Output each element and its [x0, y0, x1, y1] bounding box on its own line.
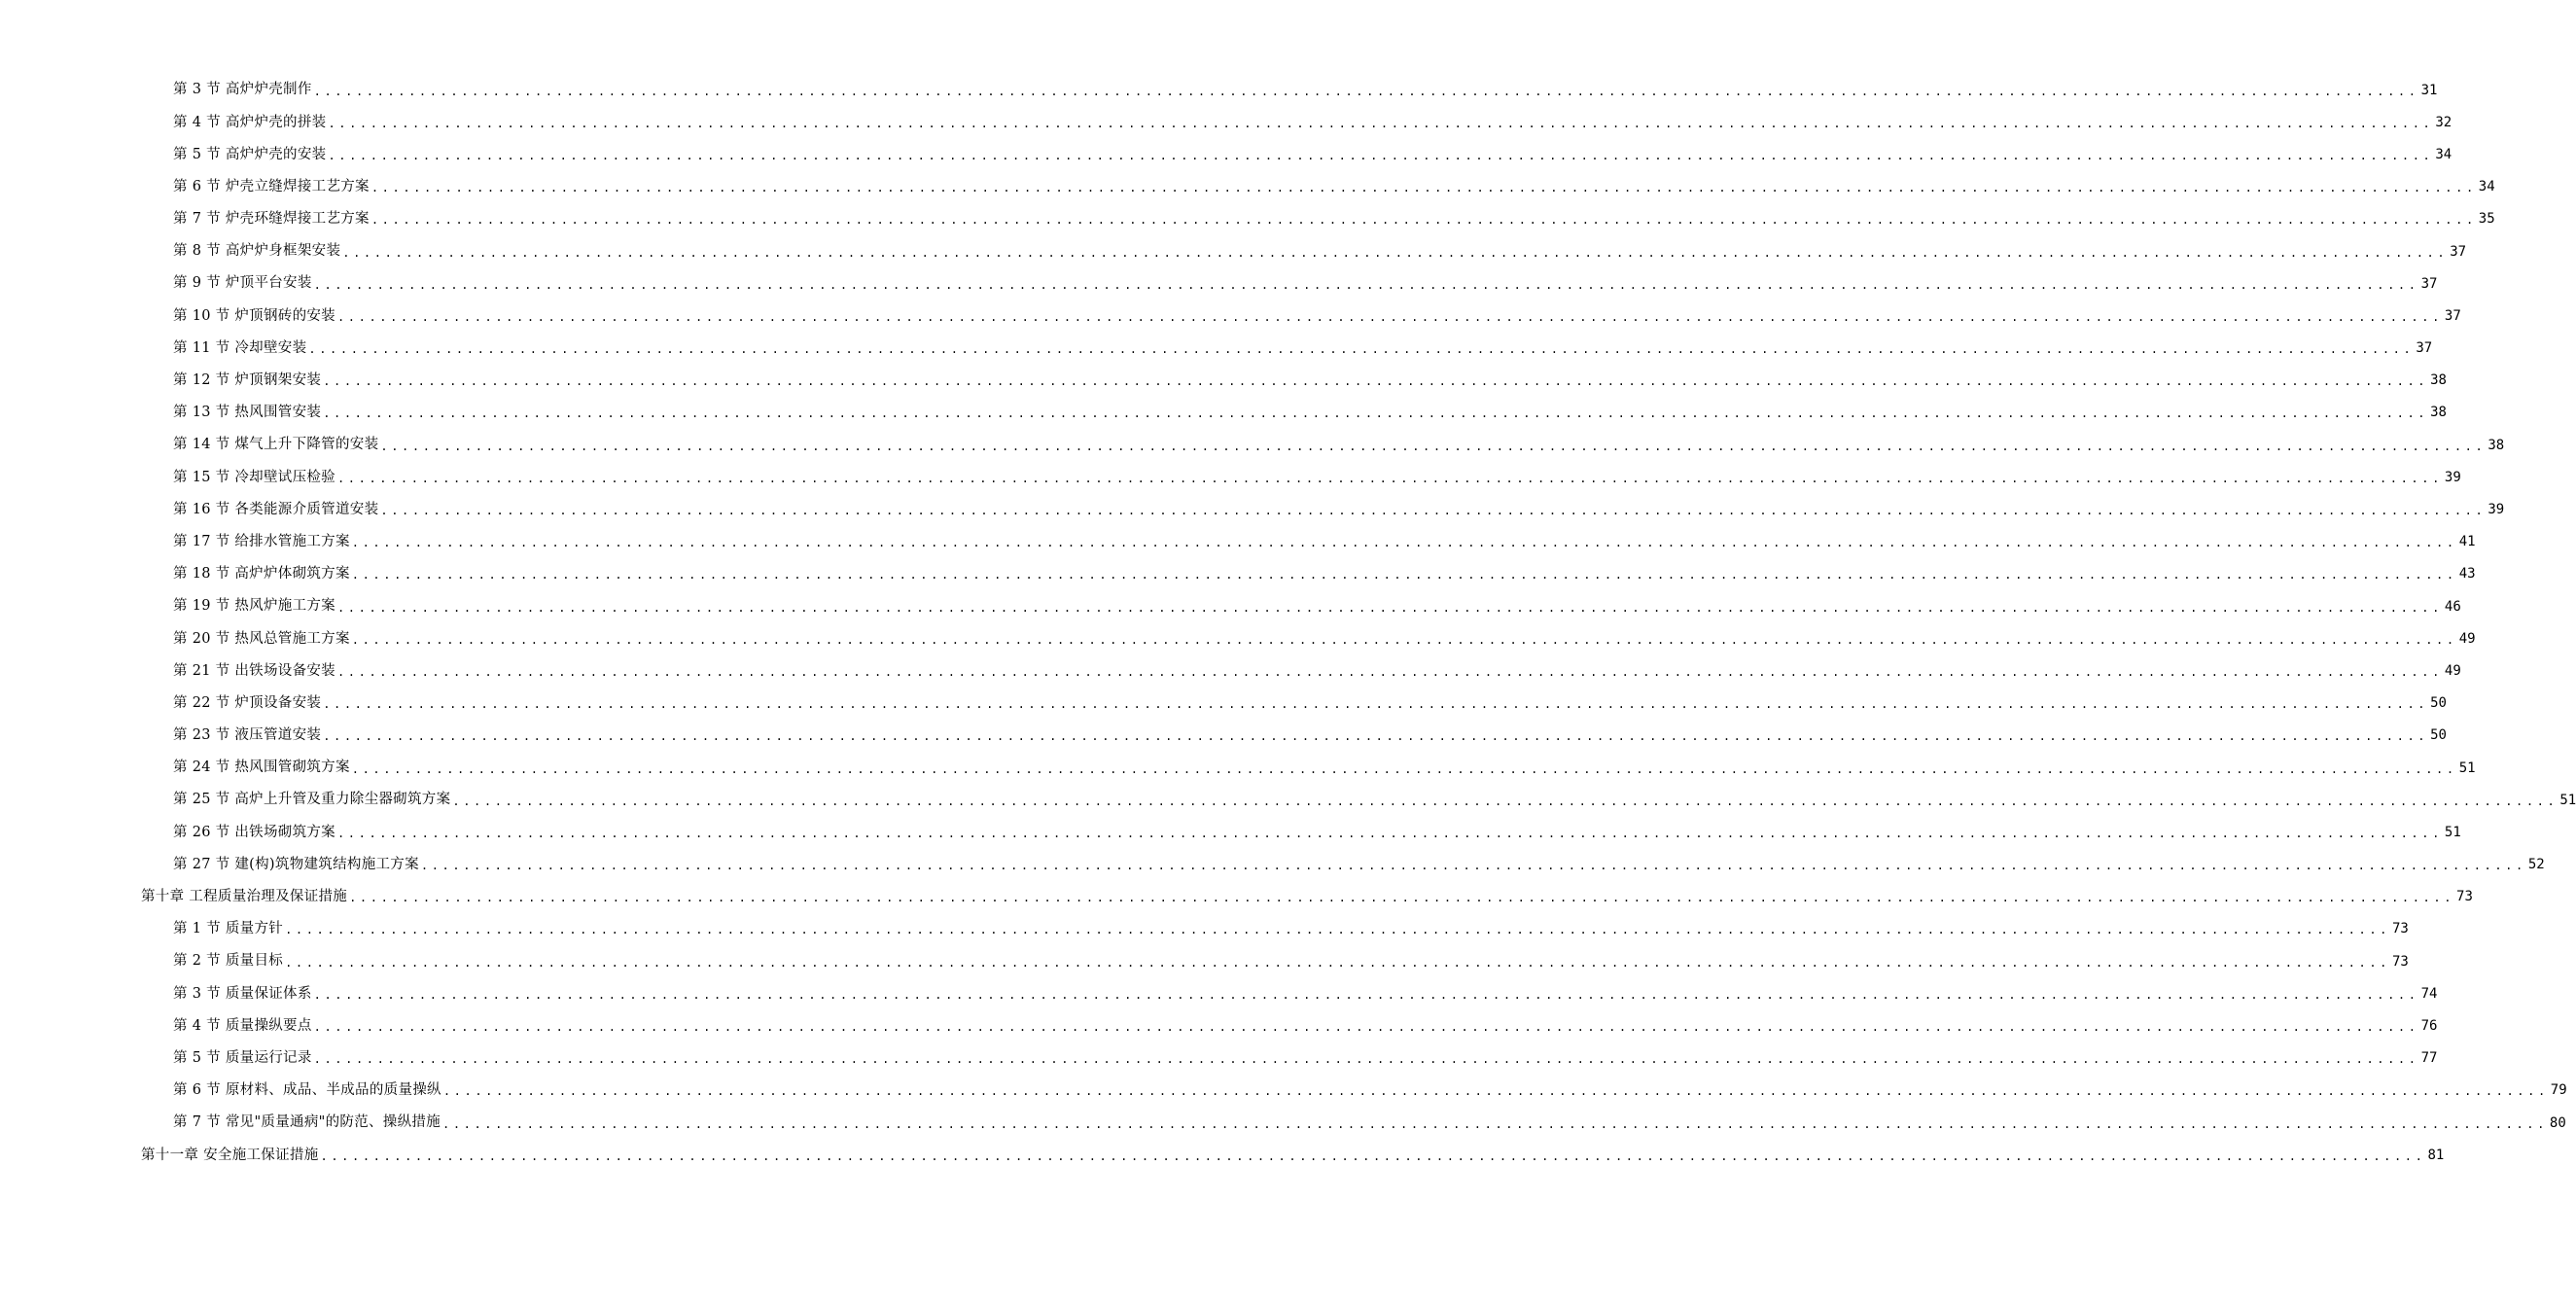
toc-page-number: 38	[2430, 405, 2447, 421]
toc-section-entry[interactable]	[0, 752, 2476, 784]
toc-page-number: 38	[2430, 372, 2447, 389]
toc-dot-leader: ........................................................................................................................................................................................................	[442, 1084, 2549, 1099]
toc-entry-title: 第 5 节 高炉炉壳的安装	[173, 146, 327, 162]
toc-chapter-entry[interactable]	[0, 881, 2473, 913]
toc-entry-title: 第 5 节 质量运行记录	[173, 1049, 312, 1066]
toc-section-entry[interactable]	[0, 1042, 2438, 1075]
toc-entry-title: 第 4 节 质量操纵要点	[173, 1017, 312, 1034]
toc-dot-leader: ........................................................................................................................................................................................................	[313, 277, 2419, 292]
toc-dot-leader: ........................................................................................................................................................................................................	[328, 148, 2434, 162]
toc-dot-leader: ........................................................................................................................................................................................................	[323, 729, 2429, 744]
table-of-contents	[0, 74, 2576, 1171]
toc-section-entry[interactable]	[0, 622, 2476, 654]
toc-dot-leader: ........................................................................................................................................................................................................	[328, 116, 2434, 130]
toc-entry-title: 第 6 节 炉壳立缝焊接工艺方案	[173, 178, 370, 194]
toc-entry-title: 第 14 节 煤气上升下降管的安装	[173, 437, 379, 453]
toc-entry-title: 第 27 节 建(构)筑物建筑结构施工方案	[173, 856, 419, 872]
toc-entry-title: 第十章 工程质量治理及保证措施	[141, 889, 348, 905]
toc-page-number: 73	[2456, 889, 2473, 905]
toc-section-entry[interactable]	[0, 1009, 2438, 1042]
toc-section-entry[interactable]	[0, 429, 2505, 461]
toc-dot-leader: ........................................................................................................................................................................................................	[323, 406, 2429, 421]
toc-page-number: 34	[2478, 179, 2495, 195]
toc-dot-leader: ........................................................................................................................................................................................................	[313, 84, 2419, 98]
toc-entry-title: 第 20 节 热风总管施工方案	[173, 630, 350, 647]
toc-section-entry[interactable]	[0, 171, 2495, 203]
toc-entry-title: 第 4 节 高炉炉壳的拼装	[173, 114, 327, 130]
toc-page-number: 51	[2444, 824, 2461, 840]
toc-entry-title: 第 7 节 炉壳环缝焊接工艺方案	[173, 211, 370, 228]
toc-page-number: 49	[2444, 662, 2461, 679]
toc-section-entry[interactable]	[0, 590, 2461, 622]
toc-dot-leader: ........................................................................................................................................................................................................	[308, 342, 2415, 357]
toc-page-number: 43	[2458, 566, 2476, 583]
toc-page-number: 80	[2549, 1114, 2566, 1131]
toc-entry-title: 第 17 节 给排水管施工方案	[173, 533, 350, 549]
toc-dot-leader: ........................................................................................................................................................................................................	[313, 1020, 2419, 1035]
toc-dot-leader: ........................................................................................................................................................................................................	[380, 439, 2487, 453]
toc-section-entry[interactable]	[0, 74, 2438, 106]
toc-page-number: 34	[2435, 146, 2452, 162]
toc-section-entry[interactable]	[0, 365, 2447, 397]
toc-dot-leader: ........................................................................................................................................................................................................	[285, 923, 2390, 937]
toc-dot-leader: ........................................................................................................................................................................................................	[442, 1116, 2548, 1131]
toc-page-number: 37	[2450, 243, 2467, 260]
toc-dot-leader: ........................................................................................................................................................................................................	[420, 859, 2526, 873]
toc-entry-title: 第 3 节 高炉炉壳制作	[173, 82, 312, 98]
toc-section-entry[interactable]	[0, 1107, 2566, 1139]
toc-section-entry[interactable]	[0, 267, 2438, 300]
toc-dot-leader: ........................................................................................................................................................................................................	[323, 697, 2429, 712]
toc-entry-title: 第 10 节 炉顶钢砖的安装	[173, 307, 335, 324]
toc-page-number: 73	[2391, 921, 2409, 937]
toc-page-number: 81	[2427, 1147, 2445, 1163]
toc-section-entry[interactable]	[0, 688, 2447, 720]
toc-dot-leader: ........................................................................................................................................................................................................	[452, 794, 2558, 808]
toc-section-entry[interactable]	[0, 106, 2452, 138]
toc-section-entry[interactable]	[0, 138, 2452, 170]
toc-chapter-entry[interactable]	[0, 1139, 2445, 1171]
toc-page-number: 79	[2550, 1082, 2567, 1099]
toc-entry-title: 第 15 节 冷却壁试压检验	[173, 469, 335, 485]
toc-page-number: 74	[2420, 985, 2438, 1002]
toc-dot-leader: ........................................................................................................................................................................................................	[320, 1148, 2426, 1163]
toc-entry-title: 第 7 节 常见"质量通病"的防范、操纵措施	[173, 1114, 441, 1131]
toc-page-number: 32	[2435, 114, 2452, 130]
toc-page-number: 39	[2444, 469, 2461, 485]
toc-section-entry[interactable]	[0, 945, 2409, 977]
toc-entry-title: 第 8 节 高炉炉身框架安装	[173, 243, 341, 260]
toc-entry-title: 第 11 节 冷却壁安装	[173, 339, 307, 356]
toc-dot-leader: ........................................................................................................................................................................................................	[351, 536, 2457, 550]
toc-dot-leader: ........................................................................................................................................................................................................	[336, 309, 2443, 324]
toc-entry-title: 第 6 节 原材料、成品、半成品的质量操纵	[173, 1082, 441, 1099]
toc-section-entry[interactable]	[0, 461, 2461, 493]
toc-page-number: 51	[2559, 792, 2576, 808]
toc-dot-leader: ........................................................................................................................................................................................................	[371, 213, 2477, 228]
toc-section-entry[interactable]	[0, 977, 2438, 1009]
toc-section-entry[interactable]	[0, 1075, 2567, 1107]
toc-entry-title: 第 19 节 热风炉施工方案	[173, 598, 335, 615]
toc-page-number: 41	[2458, 534, 2476, 550]
toc-page-number: 35	[2478, 211, 2495, 228]
toc-dot-leader: ........................................................................................................................................................................................................	[285, 955, 2390, 970]
toc-entry-title: 第 22 节 炉顶设备安装	[173, 694, 322, 711]
toc-page-number: 52	[2527, 857, 2545, 873]
toc-entry-title: 第 13 节 热风围管安装	[173, 405, 322, 421]
toc-entry-title: 第 18 节 高炉炉体砌筑方案	[173, 566, 350, 583]
toc-page-number: 49	[2458, 630, 2476, 647]
toc-page-number: 50	[2430, 695, 2447, 712]
toc-section-entry[interactable]	[0, 654, 2461, 687]
toc-dot-leader: ........................................................................................................................................................................................................	[323, 374, 2429, 389]
toc-page-number: 73	[2391, 953, 2409, 970]
toc-dot-leader: ........................................................................................................................................................................................................	[342, 245, 2449, 260]
toc-entry-title: 第 21 节 出铁场设备安装	[173, 662, 335, 679]
toc-dot-leader: ........................................................................................................................................................................................................	[351, 632, 2457, 647]
toc-section-entry[interactable]	[0, 493, 2505, 525]
toc-entry-title: 第 9 节 炉顶平台安装	[173, 275, 312, 292]
toc-dot-leader: ........................................................................................................................................................................................................	[336, 600, 2443, 615]
toc-section-entry[interactable]	[0, 397, 2447, 429]
toc-page-number: 77	[2420, 1050, 2438, 1067]
toc-entry-title: 第 1 节 质量方针	[173, 921, 284, 937]
toc-section-entry[interactable]	[0, 526, 2476, 558]
toc-dot-leader: ........................................................................................................................................................................................................	[336, 826, 2443, 840]
toc-dot-leader: ........................................................................................................................................................................................................	[313, 987, 2419, 1002]
toc-page-number: 76	[2420, 1018, 2438, 1035]
toc-section-entry[interactable]	[0, 816, 2461, 848]
toc-entry-title: 第 24 节 热风围管砌筑方案	[173, 759, 350, 776]
toc-section-entry[interactable]	[0, 558, 2476, 590]
toc-dot-leader: ........................................................................................................................................................................................................	[336, 471, 2443, 485]
toc-section-entry[interactable]	[0, 784, 2576, 816]
toc-dot-leader: ........................................................................................................................................................................................................	[313, 1052, 2419, 1067]
toc-page-number: 38	[2488, 437, 2505, 453]
toc-dot-leader: ........................................................................................................................................................................................................	[351, 761, 2457, 776]
toc-dot-leader: ........................................................................................................................................................................................................	[380, 504, 2487, 518]
toc-page-number: 31	[2420, 82, 2438, 98]
toc-section-entry[interactable]	[0, 720, 2447, 752]
toc-section-entry[interactable]	[0, 235, 2467, 267]
toc-dot-leader: ........................................................................................................................................................................................................	[351, 568, 2457, 583]
toc-entry-title: 第 12 节 炉顶钢架安装	[173, 372, 322, 389]
toc-dot-leader: ........................................................................................................................................................................................................	[336, 664, 2443, 679]
toc-entry-title: 第 16 节 各类能源介质管道安装	[173, 501, 379, 517]
toc-entry-title: 第十一章 安全施工保证措施	[141, 1147, 319, 1163]
toc-section-entry[interactable]	[0, 203, 2495, 235]
toc-page-number: 51	[2458, 759, 2476, 776]
toc-page-number: 37	[2444, 307, 2461, 324]
toc-dot-leader: ........................................................................................................................................................................................................	[371, 181, 2477, 195]
toc-section-entry[interactable]	[0, 300, 2461, 332]
toc-dot-leader: ........................................................................................................................................................................................................	[349, 891, 2455, 905]
toc-page-number: 37	[2420, 275, 2438, 292]
toc-entry-title: 第 26 节 出铁场砌筑方案	[173, 824, 335, 840]
toc-entry-title: 第 2 节 质量目标	[173, 953, 284, 970]
toc-page-number: 46	[2444, 598, 2461, 615]
toc-entry-title: 第 3 节 质量保证体系	[173, 985, 312, 1002]
toc-entry-title: 第 23 节 液压管道安装	[173, 727, 322, 744]
toc-section-entry[interactable]	[0, 849, 2545, 881]
toc-page-number: 39	[2488, 502, 2505, 518]
toc-entry-title: 第 25 节 高炉上升管及重力除尘器砌筑方案	[173, 792, 451, 808]
toc-section-entry[interactable]	[0, 913, 2409, 945]
toc-page-number: 50	[2430, 727, 2447, 744]
toc-section-entry[interactable]	[0, 333, 2433, 365]
toc-page-number: 37	[2416, 340, 2433, 357]
